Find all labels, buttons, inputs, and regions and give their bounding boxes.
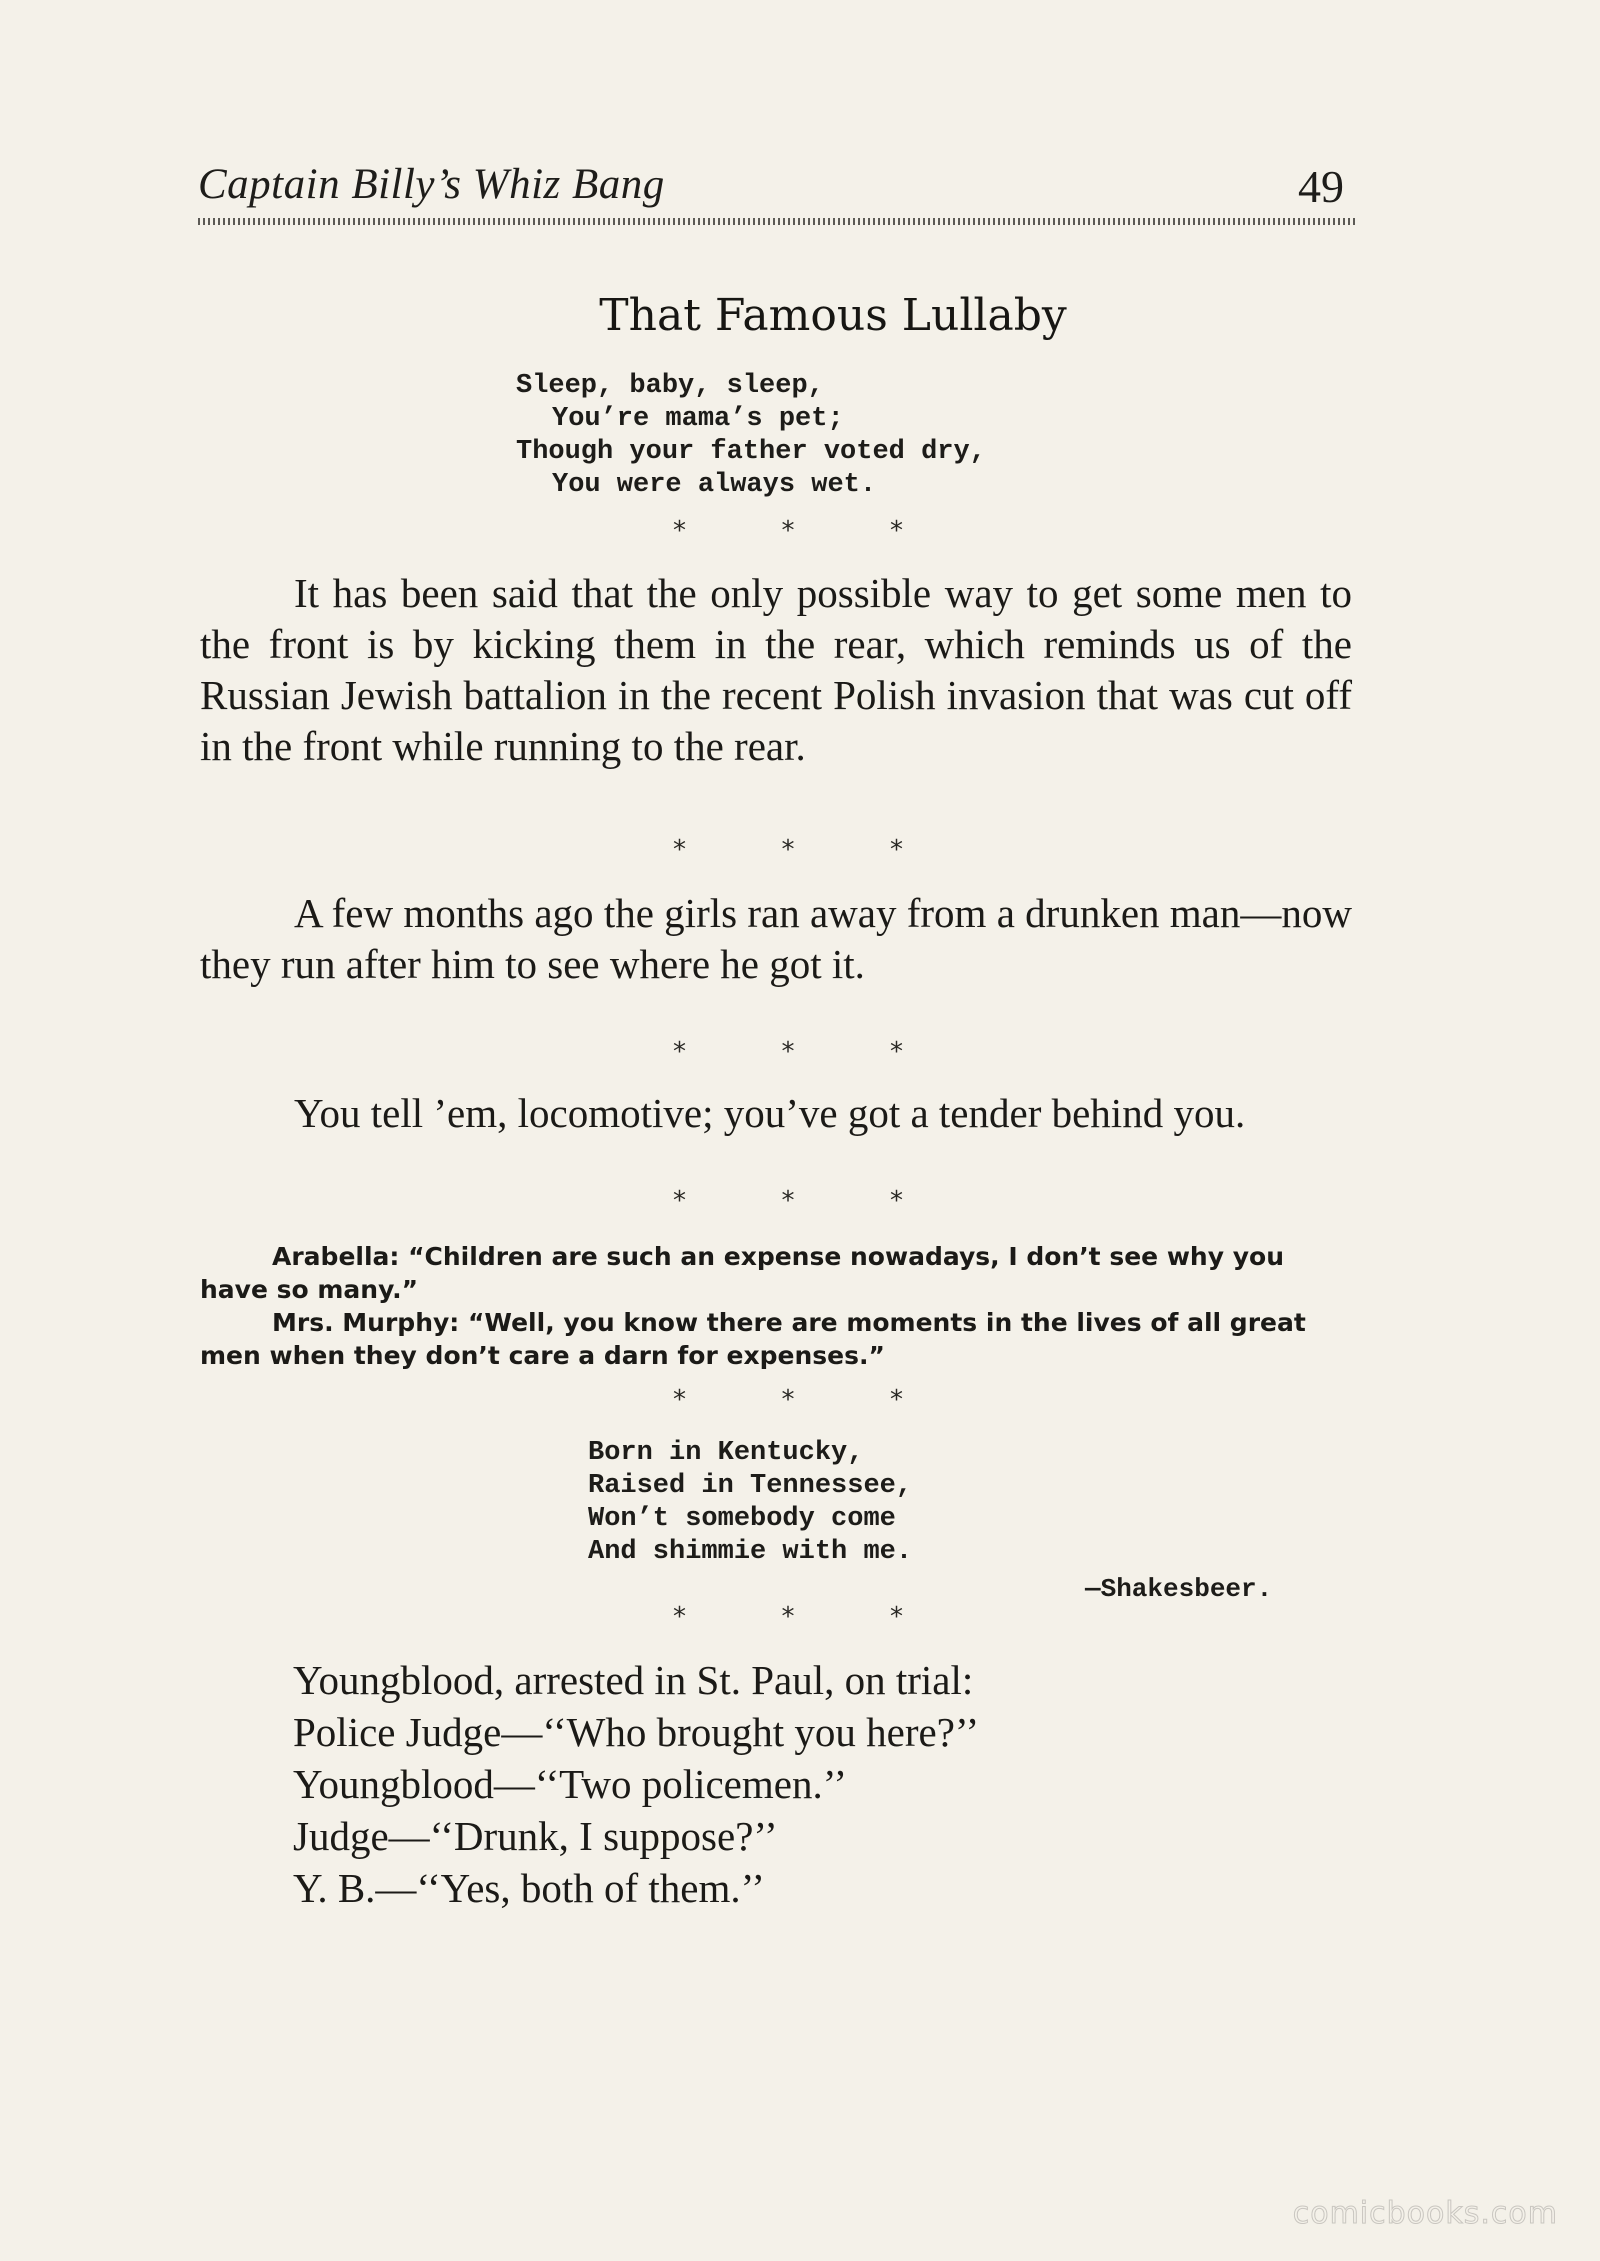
- lullaby-line: You’re mama’s pet;: [552, 404, 844, 434]
- lullaby-line: Though your father voted dry,: [516, 437, 986, 467]
- dialogue-line: Police Judge—‘‘Who brought you here?’’: [293, 1709, 980, 1755]
- joke-paragraph-1: It has been said that the only possible way to get some men to the front is by kicking them in the rear, which reminds us of the Russian Jewish battalion in the recent Polish invasion that was cut off in the front while running to the rear.: [200, 570, 1352, 769]
- kentucky-verse: [588, 1437, 912, 1569]
- lullaby-line: Sleep, baby, sleep,: [516, 371, 824, 401]
- dialogue-line: Judge—‘‘Drunk, I suppose?’’: [293, 1813, 778, 1859]
- section-separator: * * *: [673, 516, 903, 546]
- section-separator: * * *: [673, 835, 903, 865]
- running-header-title: Captain Billy’s Whiz Bang: [198, 161, 665, 208]
- section-separator: * * *: [673, 1602, 903, 1632]
- dialogue-line: Arabella: “Children are such an expense nowadays, I don’t see why you have so many.”: [200, 1242, 1284, 1304]
- dialogue-line: Y. B.—‘‘Yes, both of them.’’: [293, 1865, 765, 1911]
- joke-paragraph-2: A few months ago the girls ran away from a drunken man—now they run after him to see where he got it.: [200, 890, 1352, 987]
- verse-line: Raised in Tennessee,: [588, 1471, 913, 1501]
- article-title: That Famous Lullaby: [599, 290, 1067, 341]
- section-separator: * * *: [673, 1385, 903, 1415]
- header-rule: [198, 218, 1355, 225]
- page-number: 49: [1298, 161, 1344, 212]
- lullaby-line: You were always wet.: [552, 470, 877, 500]
- dialogue-line: Youngblood, arrested in St. Paul, on trial:: [293, 1657, 974, 1703]
- verse-line: Born in Kentucky,: [588, 1438, 864, 1468]
- lullaby-poem: [516, 370, 986, 502]
- section-separator: * * *: [673, 1186, 903, 1216]
- joke-paragraph-3: You tell ’em, locomotive; you’ve got a tender behind you.: [294, 1090, 1246, 1136]
- site-watermark: comicbooks.com: [1292, 2196, 1558, 2231]
- dialogue-line: Youngblood—‘‘Two policemen.’’: [293, 1761, 847, 1807]
- dialogue-arabella: [200, 1240, 1352, 1372]
- section-separator: * * *: [673, 1037, 903, 1067]
- dialogue-youngblood: [293, 1654, 979, 1914]
- verse-attribution: —Shakesbeer.: [1085, 1574, 1273, 1604]
- dialogue-line: Mrs. Murphy: “Well, you know there are moments in the lives of all great men when they don’t care a darn for expenses.”: [200, 1308, 1306, 1370]
- verse-line: And shimmie with me.: [588, 1537, 913, 1567]
- verse-line: Won’t somebody come: [588, 1504, 896, 1534]
